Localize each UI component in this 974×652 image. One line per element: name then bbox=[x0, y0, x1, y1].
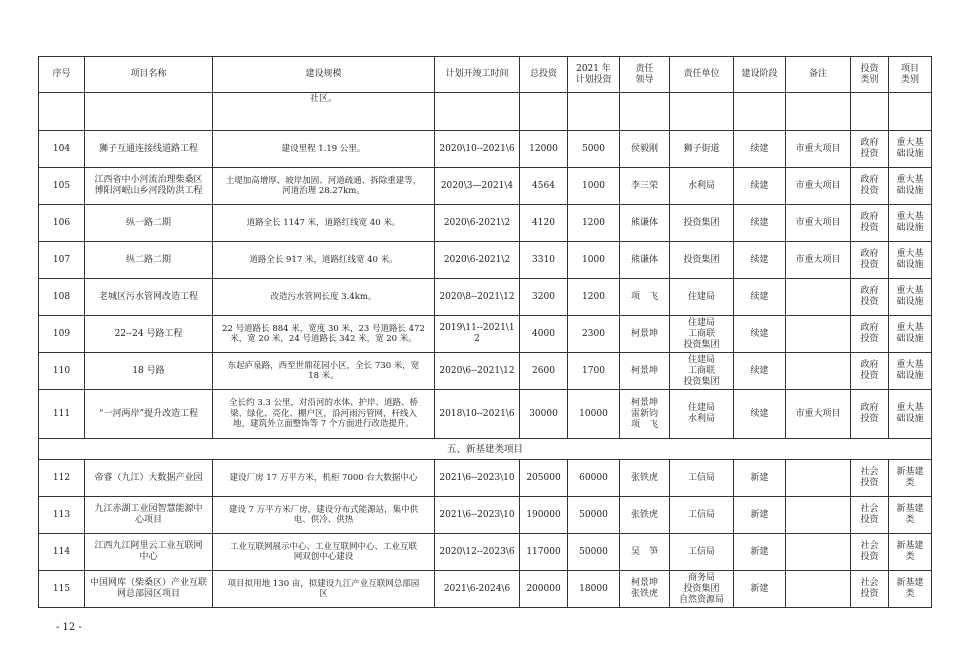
cell-proj-type: 重大基 础设施 bbox=[889, 242, 932, 279]
cell-proj-type: 新基建 类 bbox=[889, 497, 932, 534]
cell-plan: 1200 bbox=[568, 279, 620, 316]
section-title: 五、新基建类项目 bbox=[39, 439, 932, 460]
cell-total: 2600 bbox=[520, 353, 568, 390]
cell-proj-type: 重大基 础设施 bbox=[889, 353, 932, 390]
cell-name: 18 号路 bbox=[85, 353, 213, 390]
cell-unit: 狮子街道 bbox=[670, 131, 734, 168]
cell-unit: 工信局 bbox=[670, 460, 734, 497]
cell-name: 纵二路二期 bbox=[85, 242, 213, 279]
header-cell: 建设规模 bbox=[213, 57, 435, 93]
cell-no: 114 bbox=[39, 534, 85, 571]
cell-plan: 60000 bbox=[568, 460, 620, 497]
cell-period: 2021\6-2024\6 bbox=[435, 571, 520, 608]
cell-no: 111 bbox=[39, 390, 85, 439]
table-row bbox=[39, 571, 932, 608]
cell-invest-type: 社会 投资 bbox=[851, 534, 889, 571]
cell-note: 市重大项目 bbox=[786, 390, 851, 439]
header-cell: 计划开竣工时间 bbox=[435, 57, 520, 93]
cell-proj-type: 新基建 类 bbox=[889, 534, 932, 571]
cell-total: 4564 bbox=[520, 168, 568, 205]
cell-scope: 改造污水管网长度 3.4km。 bbox=[213, 279, 435, 316]
cell-invest-type: 政府 投资 bbox=[851, 316, 889, 353]
header-cell: 项目名称 bbox=[85, 57, 213, 93]
cell-leader: 柯景坤 bbox=[620, 353, 670, 390]
cell-unit: 水利局 bbox=[670, 168, 734, 205]
cell-period: 2021\6--2023\10 bbox=[435, 460, 520, 497]
table-row bbox=[39, 279, 932, 316]
cell-note bbox=[786, 571, 851, 608]
cell-leader: 张铁虎 bbox=[620, 497, 670, 534]
cell-invest-type: 政府 投资 bbox=[851, 390, 889, 439]
cell-plan: 18000 bbox=[568, 571, 620, 608]
cell-invest-type: 政府 投资 bbox=[851, 279, 889, 316]
cell-note: 市重大项目 bbox=[786, 131, 851, 168]
cell-leader: 熊谦体 bbox=[620, 205, 670, 242]
cell-name: 22--24 号路工程 bbox=[85, 316, 213, 353]
cell-stage: 新建 bbox=[734, 534, 786, 571]
cell-unit: 投资集团 bbox=[670, 242, 734, 279]
header-cell: 总投资 bbox=[520, 57, 568, 93]
cell-scope: 全长约 3.3 公里，对沿河的水体、护岸、道路、桥 梁、绿化、亮化、棚户区，沿河雨污管网，杆线入 地，建筑外立面整饰等 7 个方面进行改造提升。 bbox=[213, 390, 435, 439]
cell-leader: 李三荣 bbox=[620, 168, 670, 205]
cell-unit: 工信局 bbox=[670, 534, 734, 571]
cell-note bbox=[786, 353, 851, 390]
cell-plan: 2300 bbox=[568, 316, 620, 353]
header-cell: 责任 领导 bbox=[620, 57, 670, 93]
cell-no: 108 bbox=[39, 279, 85, 316]
cell-name: 狮子互通连接线道路工程 bbox=[85, 131, 213, 168]
header-row bbox=[39, 57, 932, 93]
cell-total: 3310 bbox=[520, 242, 568, 279]
cell-total: 200000 bbox=[520, 571, 568, 608]
cell-proj-type: 新基建 类 bbox=[889, 460, 932, 497]
cell-plan: 1200 bbox=[568, 205, 620, 242]
cell-invest-type: 社会 投资 bbox=[851, 497, 889, 534]
cell-leader: 张铁虎 bbox=[620, 460, 670, 497]
page-number: - 12 - bbox=[56, 622, 82, 633]
cell-stage: 续建 bbox=[734, 316, 786, 353]
cell-scope: 22 号道路长 884 米，宽度 30 米，23 号道路长 472 米，宽 20 米，24 号道路长 342 米，宽 20 米。 bbox=[213, 316, 435, 353]
cell-total: 190000 bbox=[520, 497, 568, 534]
cell-stage: 新建 bbox=[734, 460, 786, 497]
cell-scope: 工业互联网展示中心、工业互联网中心、工业互联 网双创中心建设 bbox=[213, 534, 435, 571]
cell-name: 江西省中小河流治理柴桑区 博阳河岷山乡河段防洪工程 bbox=[85, 168, 213, 205]
cell-leader: 柯景坤 张铁虎 bbox=[620, 571, 670, 608]
cell-leader: 熊谦体 bbox=[620, 242, 670, 279]
cell-no: 113 bbox=[39, 497, 85, 534]
cell-period: 2020\6--2021\12 bbox=[435, 353, 520, 390]
cell-stage: 新建 bbox=[734, 571, 786, 608]
cell-period: 2020\6-2021\2 bbox=[435, 205, 520, 242]
cell-stage: 续建 bbox=[734, 279, 786, 316]
cell-no: 107 bbox=[39, 242, 85, 279]
cell-period: 2020\8--2021\12 bbox=[435, 279, 520, 316]
cell-period: 2020\10--2021\6 bbox=[435, 131, 520, 168]
cell-total: 4120 bbox=[520, 205, 568, 242]
cell-unit: 住建局 工商联 投资集团 bbox=[670, 353, 734, 390]
cell-stage: 续建 bbox=[734, 131, 786, 168]
cell-stage: 续建 bbox=[734, 168, 786, 205]
cell-period: 2020\12--2023\6 bbox=[435, 534, 520, 571]
cell-proj-type: 重大基 础设施 bbox=[889, 168, 932, 205]
cell-name: 中国网库（柴桑区）产业互联 网总部园区项目 bbox=[85, 571, 213, 608]
cell-no: 115 bbox=[39, 571, 85, 608]
table-row bbox=[39, 390, 932, 439]
cell-total: 117000 bbox=[520, 534, 568, 571]
cell-plan: 50000 bbox=[568, 497, 620, 534]
cell-scope: 东起庐泉路，西至世鼎花园小区，全长 730 米，宽 18 米。 bbox=[213, 353, 435, 390]
header-cell: 责任单位 bbox=[670, 57, 734, 93]
cell-name: 江西九江阿里云工业互联网 中心 bbox=[85, 534, 213, 571]
cell-scope: 土堤加高增厚、坡岸加固、河道疏通、拆除重建等， 河道治理 28.27km。 bbox=[213, 168, 435, 205]
cell-leader: 侯毅刚 bbox=[620, 131, 670, 168]
cell-note bbox=[786, 279, 851, 316]
table-row bbox=[39, 460, 932, 497]
cell-unit: 住建局 水利局 bbox=[670, 390, 734, 439]
cell-note bbox=[786, 534, 851, 571]
cell-stage: 续建 bbox=[734, 205, 786, 242]
cell-stage: 新建 bbox=[734, 497, 786, 534]
section-row bbox=[39, 439, 932, 460]
cell-scope: 建设里程 1.19 公里。 bbox=[213, 131, 435, 168]
cell-no: 104 bbox=[39, 131, 85, 168]
cell-period: 2020\3—2021\4 bbox=[435, 168, 520, 205]
carry-over-text: 社区。 bbox=[213, 93, 435, 131]
cell-scope: 道路全长 1147 米，道路红线宽 40 米。 bbox=[213, 205, 435, 242]
cell-total: 3200 bbox=[520, 279, 568, 316]
cell-unit: 投资集团 bbox=[670, 205, 734, 242]
cell-plan: 1000 bbox=[568, 242, 620, 279]
cell-invest-type: 政府 投资 bbox=[851, 242, 889, 279]
cell-proj-type: 新基建 类 bbox=[889, 571, 932, 608]
cell-proj-type: 重大基 础设施 bbox=[889, 131, 932, 168]
cell-leader: 柯景坤 雷新钧 项 飞 bbox=[620, 390, 670, 439]
project-table bbox=[38, 56, 932, 608]
cell-name: “一河两岸”提升改造工程 bbox=[85, 390, 213, 439]
cell-no: 109 bbox=[39, 316, 85, 353]
cell-invest-type: 社会 投资 bbox=[851, 571, 889, 608]
table-row bbox=[39, 534, 932, 571]
cell-note bbox=[786, 497, 851, 534]
cell-total: 4000 bbox=[520, 316, 568, 353]
cell-scope: 建设 7 万平方米厂房，建设分布式能源站，集中供 电、供冷、供热 bbox=[213, 497, 435, 534]
cell-name: 帝睿（九江）大数据产业园 bbox=[85, 460, 213, 497]
cell-scope: 道路全长 917 米，道路红线宽 40 米。 bbox=[213, 242, 435, 279]
cell-period: 2021\6--2023\10 bbox=[435, 497, 520, 534]
cell-no: 112 bbox=[39, 460, 85, 497]
cell-invest-type: 政府 投资 bbox=[851, 353, 889, 390]
cell-invest-type: 政府 投资 bbox=[851, 205, 889, 242]
cell-plan: 10000 bbox=[568, 390, 620, 439]
cell-total: 30000 bbox=[520, 390, 568, 439]
cell-plan: 1000 bbox=[568, 168, 620, 205]
cell-name: 老城区污水管网改造工程 bbox=[85, 279, 213, 316]
cell-no: 106 bbox=[39, 205, 85, 242]
cell-scope: 项目拟用地 130 亩，拟建设九江产业互联网总部园 区 bbox=[213, 571, 435, 608]
cell-scope: 建设厂房 17 万平方米，机柜 7000 台大数据中心 bbox=[213, 460, 435, 497]
cell-note bbox=[786, 460, 851, 497]
cell-invest-type: 政府 投资 bbox=[851, 168, 889, 205]
header-cell: 建设阶段 bbox=[734, 57, 786, 93]
cell-plan: 50000 bbox=[568, 534, 620, 571]
cell-proj-type: 重大基 础设施 bbox=[889, 390, 932, 439]
table-row bbox=[39, 242, 932, 279]
table-row bbox=[39, 168, 932, 205]
cell-total: 12000 bbox=[520, 131, 568, 168]
cell-no: 110 bbox=[39, 353, 85, 390]
cell-name: 纵一路二期 bbox=[85, 205, 213, 242]
cell-leader: 柯景坤 bbox=[620, 316, 670, 353]
cell-period: 2018\10--2021\6 bbox=[435, 390, 520, 439]
cell-note: 市重大项目 bbox=[786, 205, 851, 242]
cell-period: 2020\6-2021\2 bbox=[435, 242, 520, 279]
table-row bbox=[39, 353, 932, 390]
cell-note: 市重大项目 bbox=[786, 242, 851, 279]
header-cell: 项目 类别 bbox=[889, 57, 932, 93]
cell-unit: 住建局 工商联 投资集团 bbox=[670, 316, 734, 353]
table-row bbox=[39, 205, 932, 242]
cell-plan: 5000 bbox=[568, 131, 620, 168]
cell-leader: 吴 笋 bbox=[620, 534, 670, 571]
header-cell: 备注 bbox=[786, 57, 851, 93]
cell-proj-type: 重大基 础设施 bbox=[889, 205, 932, 242]
header-cell: 2021 年 计划投资 bbox=[568, 57, 620, 93]
cell-name: 九江赤湖工业园智慧能源中 心项目 bbox=[85, 497, 213, 534]
cell-unit: 工信局 bbox=[670, 497, 734, 534]
cell-note bbox=[786, 316, 851, 353]
header-cell: 序号 bbox=[39, 57, 85, 93]
table-row bbox=[39, 497, 932, 534]
cell-invest-type: 社会 投资 bbox=[851, 460, 889, 497]
header-cell: 投资 类别 bbox=[851, 57, 889, 93]
cell-total: 205000 bbox=[520, 460, 568, 497]
cell-no: 105 bbox=[39, 168, 85, 205]
table-row bbox=[39, 93, 932, 131]
cell-stage: 续建 bbox=[734, 242, 786, 279]
cell-stage: 续建 bbox=[734, 353, 786, 390]
cell-unit: 商务局 投资集团 自然资源局 bbox=[670, 571, 734, 608]
cell-unit: 住建局 bbox=[670, 279, 734, 316]
cell-leader: 项 飞 bbox=[620, 279, 670, 316]
table-row bbox=[39, 316, 932, 353]
table-row bbox=[39, 131, 932, 168]
cell-note: 市重大项目 bbox=[786, 168, 851, 205]
cell-invest-type: 政府 投资 bbox=[851, 131, 889, 168]
cell-stage: 续建 bbox=[734, 390, 786, 439]
cell-plan: 1700 bbox=[568, 353, 620, 390]
cell-proj-type: 重大基 础设施 bbox=[889, 279, 932, 316]
cell-proj-type: 重大基 础设施 bbox=[889, 316, 932, 353]
cell-period: 2019\11--2021\12 bbox=[435, 316, 520, 353]
